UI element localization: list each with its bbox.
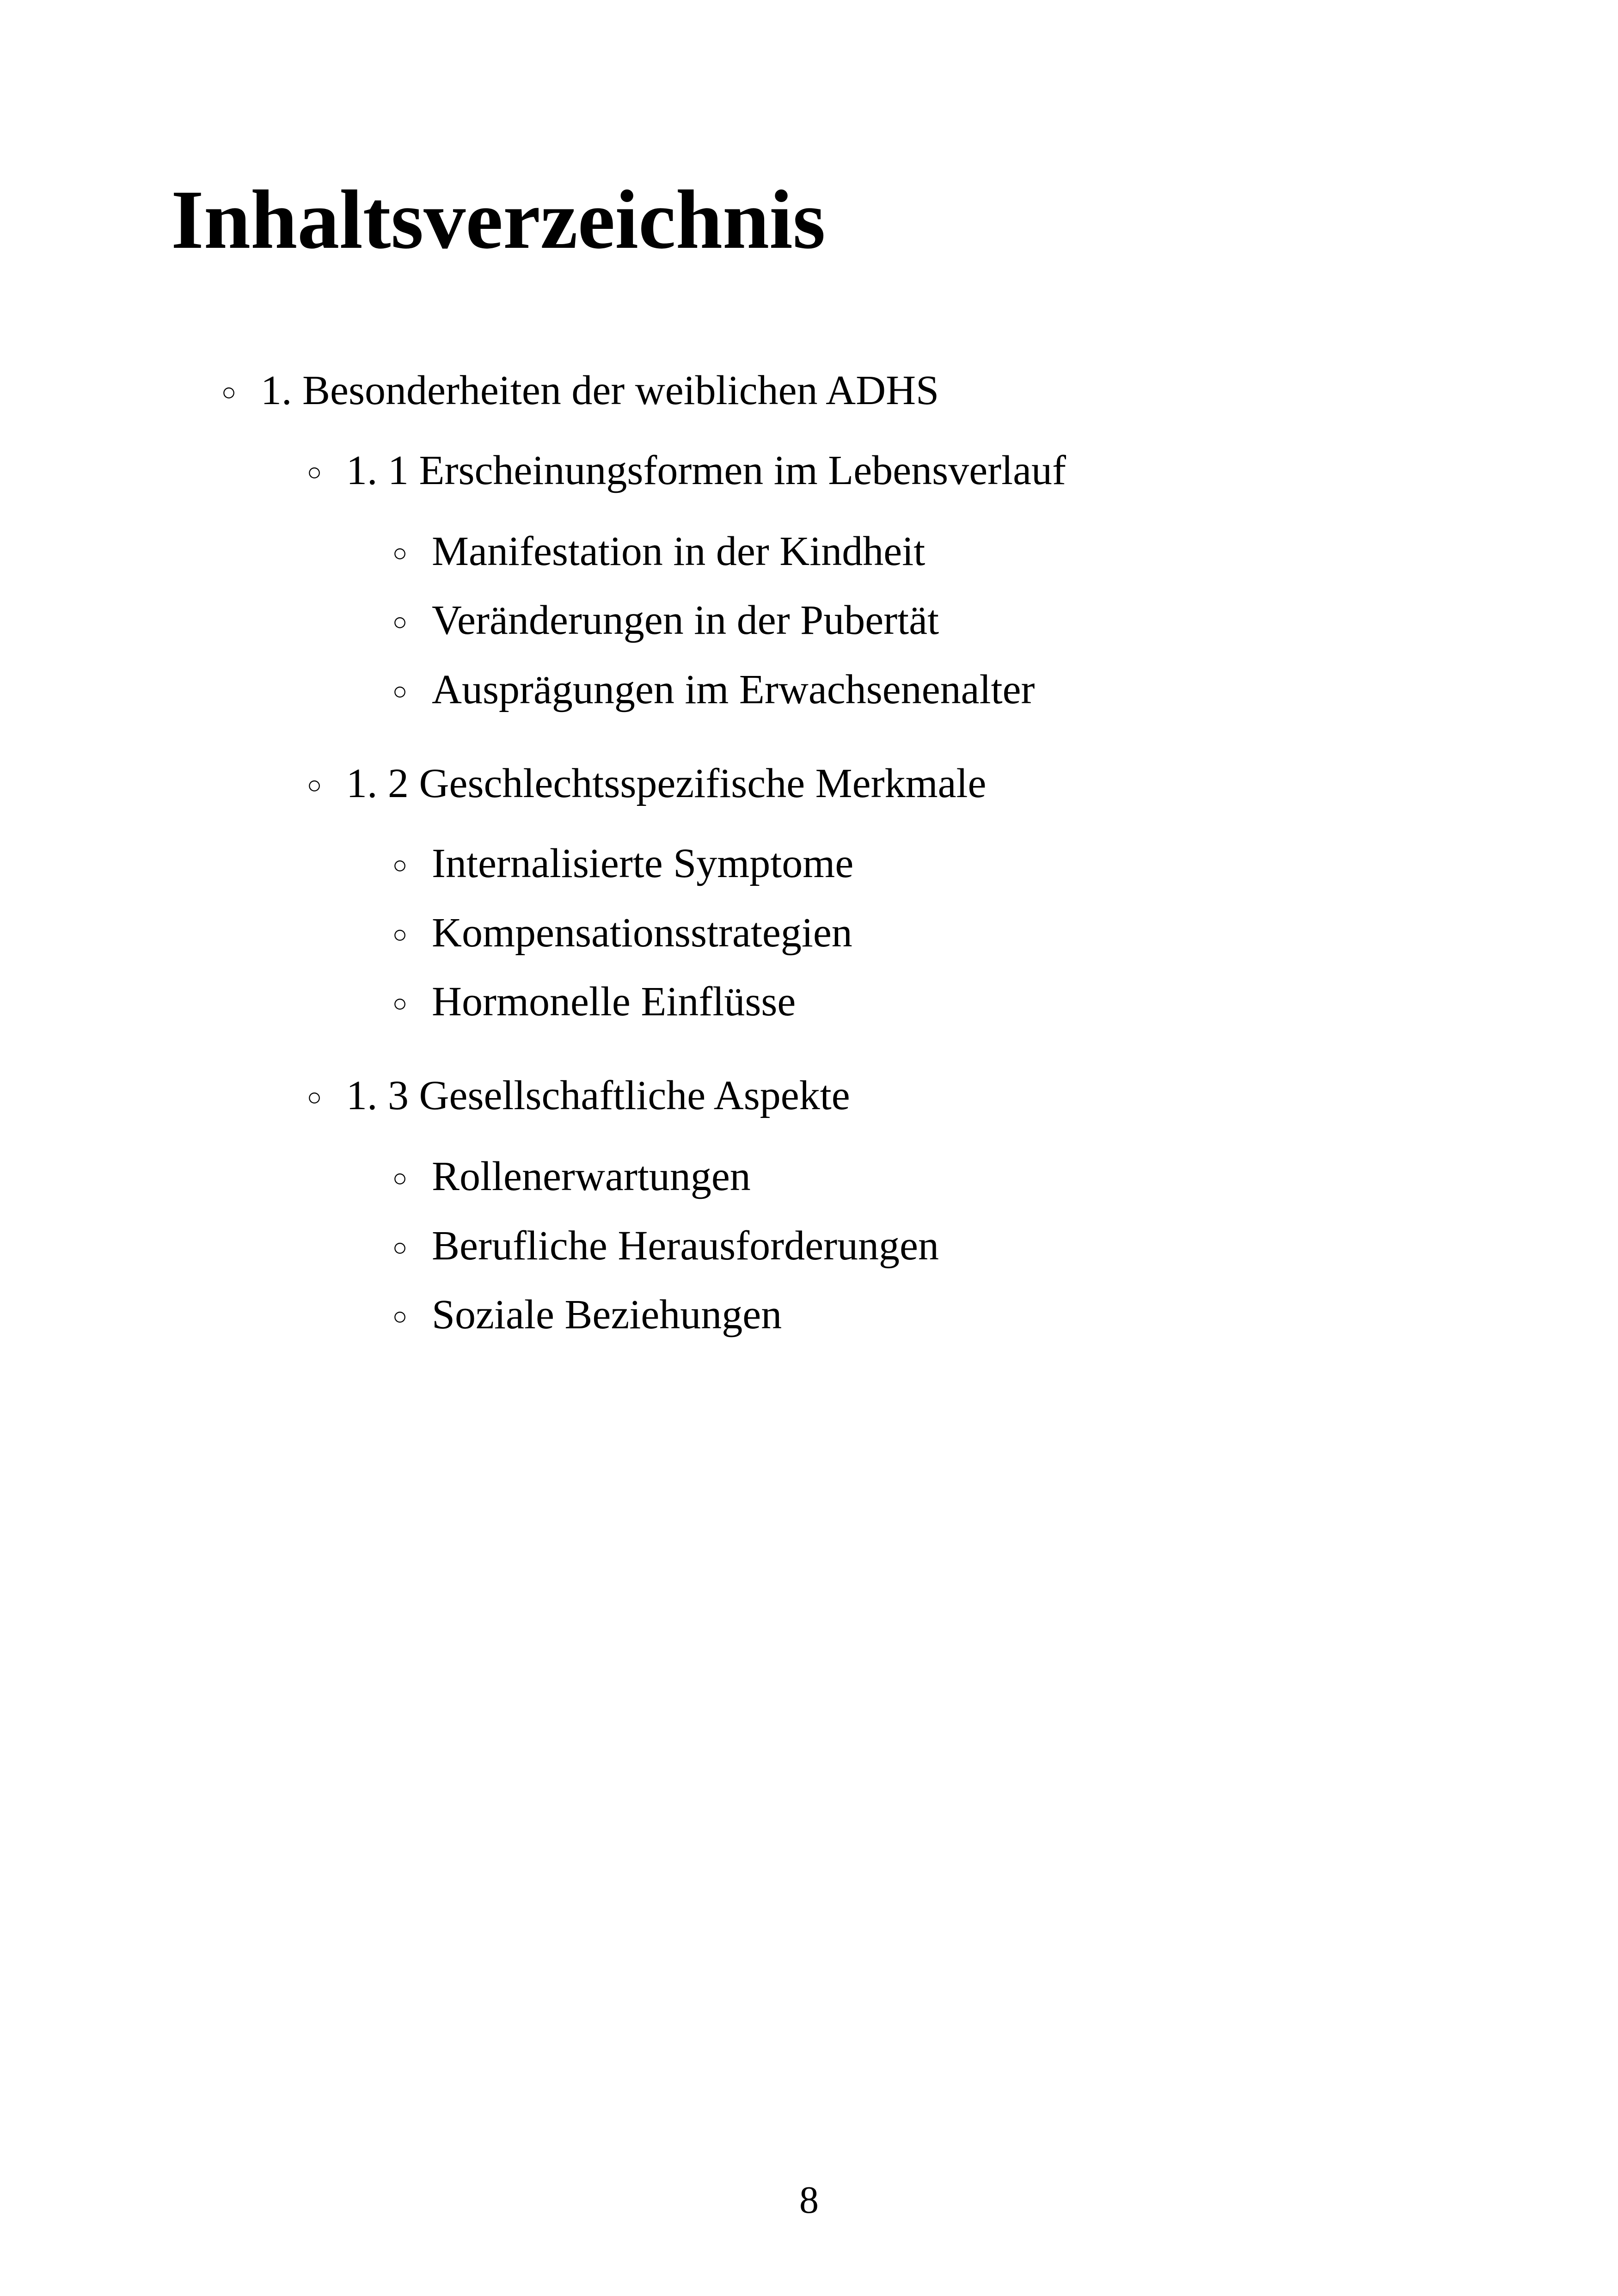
toc-entry-section-1-2 [303, 763, 987, 804]
toc-item [388, 1156, 751, 1197]
circle-bullet-icon: ○ [306, 458, 322, 486]
circle-bullet-icon: ○ [306, 771, 322, 799]
toc-entry-section-1-1 [303, 450, 1066, 491]
circle-bullet-icon: ○ [392, 608, 408, 636]
toc-item-label: Kompensationsstrategien [432, 910, 852, 956]
toc-item-label: Veränderungen in der Pubertät [432, 597, 939, 643]
circle-bullet-icon: ○ [392, 677, 408, 705]
circle-bullet-icon: ○ [392, 989, 408, 1017]
toc-entry-label: 1. 1 Erscheinungsformen im Lebensverlauf [346, 448, 1066, 493]
page-number: 8 [799, 2179, 819, 2222]
circle-bullet-icon: ○ [392, 539, 408, 567]
circle-bullet-icon: ○ [392, 1234, 408, 1261]
toc-item-label: Soziale Beziehungen [432, 1292, 782, 1338]
toc-entry-section-1-3 [303, 1075, 850, 1117]
toc-item [388, 981, 796, 1023]
toc-entry-section-1 [217, 370, 939, 411]
toc-entry-label: 1. 3 Gesellschaftliche Aspekte [346, 1073, 850, 1118]
circle-bullet-icon: ○ [221, 378, 237, 406]
toc-item-label: Rollenerwartungen [432, 1154, 751, 1199]
toc-item [388, 1225, 939, 1267]
toc-entry-label: 1. 2 Geschlechtsspezifische Merkmale [346, 761, 987, 806]
toc-item [388, 597, 939, 643]
toc-item-label: Ausprägungen im Erwachsenenalter [432, 667, 1035, 712]
circle-bullet-icon: ○ [392, 1302, 408, 1330]
toc-item-label: Berufliche Herausforderungen [432, 1223, 939, 1269]
toc-item-label: Manifestation in der Kindheit [432, 528, 925, 574]
circle-bullet-icon: ○ [392, 851, 408, 879]
toc-item [388, 912, 852, 954]
toc-item-label: Internalisierte Symptome [432, 841, 854, 886]
circle-bullet-icon: ○ [392, 921, 408, 948]
toc-item [388, 843, 853, 884]
circle-bullet-icon: ○ [392, 1164, 408, 1192]
toc-item [388, 669, 1035, 711]
circle-bullet-icon: ○ [306, 1083, 322, 1111]
toc-item [388, 1294, 782, 1336]
page-title: Inhaltsverzeichnis [171, 173, 826, 266]
toc-item-label: Hormonelle Einflüsse [432, 979, 796, 1025]
toc-item [388, 528, 925, 574]
toc-entry-label: 1. Besonderheiten der weiblichen ADHS [261, 368, 939, 413]
